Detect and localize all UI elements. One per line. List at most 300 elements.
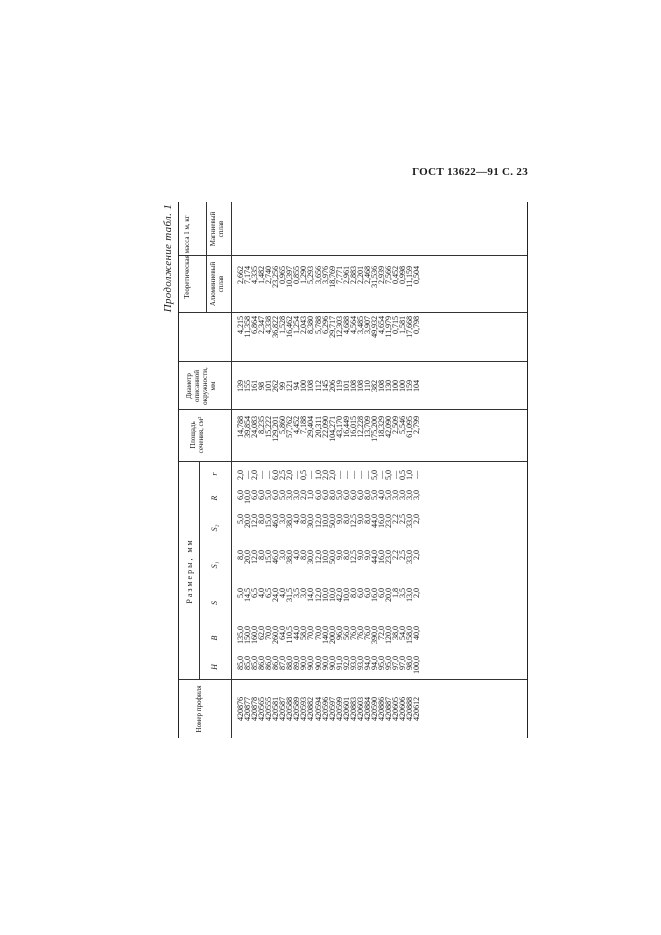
rotated-table-area [162,198,528,738]
table-cell: 8,0 [362,490,372,500]
table-cell: 15,222 [264,416,274,438]
table-cell: 2,5 [398,550,408,560]
table-cell: 8,380 [306,316,316,334]
table-cell: 5,293 [306,266,316,284]
table-cell: 12,5 [348,514,358,528]
table-cell: 260,0 [271,626,281,644]
table-cell: 42,0 [334,588,344,602]
table-cell: 97,0 [391,656,401,670]
header-mass: Теоретическая масса 1 м, кг [183,215,191,299]
table-cell: 2,5 [278,470,288,480]
table-cell: 7,771 [334,266,344,284]
table-cell: 10,0 [320,514,330,528]
table-cell: 31,5 [285,588,295,602]
table-cell: 420589 [292,697,302,721]
table-cell: 16,015 [348,416,358,438]
table-cell: 420612 [412,697,422,721]
table-cell: 70,0 [313,626,323,640]
header-diameter: Диаметр описанной окружности, мм [185,367,217,405]
table-cell: 85,0 [250,656,260,670]
table-cell: 5,546 [398,416,408,434]
table-cell: 43,170 [334,416,344,438]
table-cell: 8,0 [299,550,309,560]
table-cell: 420588 [285,697,295,721]
table-cell: 0,855 [292,266,302,284]
header-mass-mg: Магниевый сплав [209,211,225,247]
table-cell: 6,0 [257,490,267,500]
table-cell: 3,0 [285,490,295,500]
table-cell: 2,043 [299,316,309,334]
table-cell: 159 [405,380,415,392]
table-cell: 31,536 [369,266,379,288]
table-cell: 89,0 [292,656,302,670]
table-continuation-label: Продолжение табл. 1 [162,204,174,313]
table-cell: 4,0 [257,588,267,598]
table-cell: 0,798 [412,316,422,334]
table-cell: 6,864 [250,316,260,334]
table-cell: 33,0 [405,550,415,564]
table-cell: 2,0 [412,550,422,560]
table-cell: 9,0 [362,550,372,560]
table-cell: 206 [327,380,337,392]
table-cell: 38,0 [391,626,401,640]
table-cell: 98 [257,382,267,390]
table-cell: 100 [391,380,401,392]
table-cell: 2,0 [412,514,422,524]
col-S1 [237,550,420,584]
header-r: r [210,472,219,476]
table-cell: 16,462 [285,316,295,338]
table-cell: 16,0 [376,550,386,564]
table-cell: 23,256 [271,266,281,288]
table-cell: 7,174 [243,266,253,284]
table-cell: 2,509 [391,416,401,434]
table-cell: 140,0 [320,626,330,644]
table-cell: 12,0 [250,514,260,528]
table-cell: 8,0 [236,550,245,560]
table-cell: 92,0 [341,656,351,670]
col-B [237,626,420,654]
table-cell: 6,0 [236,490,245,500]
table-cell: 57,762 [285,416,295,438]
table-cell: 420884 [362,697,372,721]
table-cell: 5,0 [236,588,245,598]
table-cell: 3,5 [292,588,302,598]
table-cell: 46,0 [271,550,281,564]
table-cell: 420886 [376,697,386,721]
table-cell: 120,0 [383,626,393,644]
table-cell: 0,5 [398,470,408,480]
table-cell: 10,0 [320,550,330,564]
table-cell: 2,939 [376,266,386,284]
table-cell: 99 [278,382,288,390]
table-cell: 110 [362,380,372,392]
table-cell: 420883 [348,697,358,721]
table-cell: 3,656 [313,266,323,284]
table-cell: 1,254 [292,316,302,334]
table-cell: 3,0 [398,490,408,500]
table-cell: 70,0 [306,626,316,640]
table-cell: 4,215 [236,316,245,334]
table-cell: 18,769 [327,266,337,288]
table-cell: 10,0 [243,490,253,504]
col-mass-al [237,316,420,360]
table-cell: 12,0 [313,550,323,564]
table-cell: 4,0 [292,514,302,524]
col-profile-no [237,682,420,736]
table-cell: 2,0 [299,490,309,500]
table-cell: 6,0 [355,588,365,598]
table-cell: 10,397 [285,266,295,288]
table-cell: 72,0 [376,626,386,640]
col-mass-mg [237,266,420,310]
table-cell: 9,0 [355,550,365,560]
table-cell: 420596 [320,697,330,721]
table-cell: 91,0 [334,656,344,670]
table-cell: 94 [292,382,302,390]
table-cell: 2,201 [355,266,365,284]
table-cell: 100 [398,380,408,392]
header-S1: S₁ [210,561,219,569]
table-cell: — [257,470,267,480]
table-cell: 390,0 [369,626,379,644]
table-cell: 420590 [369,697,379,721]
table-cell: 98,0 [405,656,415,670]
table-cell: 90,0 [313,656,323,670]
table-cell: 6,296 [320,316,330,334]
table-cell: 0,998 [398,266,408,284]
table-cell: 108 [376,380,386,392]
table-cell: 18,329 [376,416,386,438]
table-cell: 420565 [257,697,267,721]
table-cell: 161 [250,380,260,392]
table-cell: 12,0 [313,514,323,528]
table-cell: 158,0 [405,626,415,644]
table-cell: 1,528 [278,316,288,334]
table-cell: 12,0 [250,550,260,564]
table-cell: 11,358 [243,316,253,338]
table-cell: 3,0 [391,490,401,500]
table-cell: 121 [285,380,295,392]
table-cell: 33,0 [405,514,415,528]
col-R [237,490,420,510]
table-cell: 129,201 [271,416,281,442]
table-cell: 200,0 [327,626,337,644]
col-r [237,464,420,486]
page-header: ГОСТ 13622—91 С. 23 [412,166,528,178]
table-cell: 8,0 [299,514,309,524]
table-cell: 20,0 [243,514,253,528]
table-cell: 16,0 [376,514,386,528]
table-cell: 1,0 [306,490,316,500]
table-cell: 6,0 [341,490,351,500]
table-cell: 100 [299,380,309,392]
table-cell: 130 [383,380,393,392]
table-cell: 6,5 [250,588,260,598]
table-cell: 2,2 [391,550,401,560]
table-cell: 13,709 [362,416,372,438]
table-cell: 2,740 [264,266,274,284]
table-cell: 8,0 [362,514,372,524]
table-cell: 3,0 [299,588,309,598]
table-cell: 8,0 [341,514,351,524]
header-S: S [210,601,219,605]
table-cell: 2,347 [257,316,267,334]
table-cell: 23,0 [383,514,393,528]
header-B: B [210,635,219,641]
table-cell: 3,0 [412,490,422,500]
table-cell: 88,0 [285,656,295,670]
table-cell: 420599 [334,697,344,721]
table-cell: 108 [348,380,358,392]
table-cell: 24,0 [271,588,281,602]
table-cell: 420605 [391,697,401,721]
table-cell: 30,0 [306,514,316,528]
table-cell: 4,688 [341,316,351,334]
table-cell: 12,0 [313,588,323,602]
table-cell: 90,0 [320,656,330,670]
table-cell: 39,854 [243,416,253,438]
table-cell: 6,0 [313,490,323,500]
table-cell: 119 [334,380,344,392]
table-cell: 420606 [398,697,408,721]
table-cell: 2,0 [320,470,330,480]
table-cell: 4,338 [264,316,274,334]
table-cell: 420876 [236,697,245,721]
table-cell: 104,271 [327,416,337,442]
table-cell: 6,5 [264,588,274,598]
table-cell: 12,228 [355,416,365,438]
table-cell: 94,0 [369,656,379,670]
table-cell: 70,0 [264,626,274,640]
table-cell: 3,5 [398,588,408,598]
table-cell: 10,0 [327,588,337,602]
table-cell: 87,0 [278,656,288,670]
col-H [237,656,420,680]
table-cell: 420877 [243,697,253,721]
table-cell: 10,0 [320,588,330,602]
table-cell: 10,0 [341,588,351,602]
table-cell: — [334,470,344,480]
table-cell: 100,0 [412,656,422,674]
table-cell: 5,0 [236,514,245,524]
table-cell: 1,581 [398,316,408,334]
table-cell: 76,0 [355,626,365,640]
table-cell: 50,0 [327,514,337,528]
table-cell: 101 [341,380,351,392]
table-cell: 9,0 [334,550,344,560]
table-cell: 420888 [405,697,415,721]
table-cell: 6,0 [320,490,330,500]
table-cell: 108 [306,380,316,392]
table-cell: 139 [236,380,245,392]
table-cell: 420882 [306,697,316,721]
col-S [237,588,420,622]
header-bottom-line [231,202,232,738]
table-cell: 4,0 [376,490,386,500]
table-cell: 29,404 [306,416,316,438]
table-cell: 42,090 [383,416,393,438]
table-cell: 86,0 [271,656,281,670]
table-cell: 6,0 [348,490,358,500]
table-cell: 14,788 [236,416,245,438]
col-S2 [237,514,420,546]
table-cell: 90,0 [299,656,309,670]
table-cell: 97,0 [398,656,408,670]
table-cell: 95,0 [383,656,393,670]
table-cell: 2,961 [341,266,351,284]
table-cell: 23,0 [383,550,393,564]
table-cell: 101 [264,380,274,392]
table-cell: 95,0 [376,656,386,670]
table-cell: 8,0 [327,490,337,500]
table-cell: 5,0 [383,470,393,480]
table-cell: 44,0 [369,550,379,564]
table-cell: 3,0 [405,490,415,500]
table-cell: 93,0 [355,656,365,670]
table-cell: 1,8 [391,588,401,598]
table-cell: 11,159 [405,266,415,288]
table-cell: 56,0 [341,626,351,640]
table-cell: 6,0 [271,490,281,500]
table-cell: 2,0 [236,470,245,480]
table-cell: 20,0 [383,588,393,602]
table-cell: 61,095 [405,416,415,438]
table-cell: 420581 [271,697,281,721]
col-area [237,416,420,458]
table-cell: 145 [320,380,330,392]
table-cell: 7,188 [299,416,309,434]
table-cell: 0,965 [278,266,288,284]
table-cell: 6,0 [362,588,372,598]
table-cell: 62,0 [257,626,267,640]
table-cell: 420597 [327,697,337,721]
table-cell: 5,860 [278,416,288,434]
header-area: Площадь сечения, см² [189,416,205,454]
header-divider [199,462,200,680]
table-cell: — [348,470,358,480]
table-cell: 0,452 [391,266,401,284]
table-cell: — [264,470,274,480]
table-cell: 20,311 [313,416,323,438]
table-cell: 6,0 [271,470,281,480]
table-cell: 7,566 [383,266,393,284]
table-cell: 135,0 [236,626,245,644]
header-dimensions: Размеры, мм [185,538,194,604]
table-cell: 2,0 [327,470,337,480]
table-cell: 5,0 [369,470,379,480]
table-cell: 8,235 [257,416,267,434]
table-cell: 76,0 [362,626,372,640]
table-cell: 382 [369,380,379,392]
table-cell: 13,0 [405,588,415,602]
table-cell: 22,090 [320,416,330,438]
table-cell: 86,0 [257,656,267,670]
table-cell: 420593 [299,697,309,721]
table-cell: 420587 [278,697,288,721]
table-cell: 12,303 [334,316,344,338]
table-cell: 2,883 [348,266,358,284]
table-cell: 76,0 [348,626,358,640]
table-cell: 58,0 [299,626,309,640]
table-cell: 2,2 [391,514,401,524]
table-cell: 0,5 [299,470,309,480]
table-cell: 420878 [250,697,260,721]
table-cell: 8,0 [341,550,351,560]
table-cell: 3,907 [362,316,372,334]
table-cell: 6,0 [250,490,260,500]
table-cell: 6,0 [376,588,386,598]
table-cell: 5,0 [334,490,344,500]
table-cell: 5,788 [313,316,323,334]
header-divider [206,202,207,313]
table-cell: 2,662 [236,266,245,284]
table-cell: 420555 [264,697,274,721]
table-cell: 420601 [341,697,351,721]
table-cell: 14,0 [306,588,316,602]
table-cell: 94,0 [362,656,372,670]
table-cell: 16,0 [369,588,379,602]
table-cell: 2,5 [398,514,408,524]
table-cell: 5,0 [278,490,288,500]
table-cell: 96,0 [334,626,344,640]
table-cell: 44,0 [292,626,302,640]
table-cell: 1,482 [257,266,267,284]
table-cell: 420603 [355,697,365,721]
table-cell: 64,0 [278,626,288,640]
table-cell: 8,0 [257,514,267,524]
table-cell: — [376,470,386,480]
table-cell: 90,0 [327,656,337,670]
table-cell: 93,0 [348,656,358,670]
col-diameter [237,364,420,408]
table-cell: 3,0 [278,550,288,560]
table-cell: — [341,470,351,480]
table-cell: 17,668 [405,316,415,338]
table-cell: 3,976 [320,266,330,284]
table-cell: 150,0 [243,626,253,644]
table-cell: 104 [412,380,422,392]
table-cell: 12,5 [348,550,358,564]
table-cell: 420887 [383,697,393,721]
table-cell: 262 [271,380,281,392]
table-cell: 3,0 [292,490,302,500]
table-cell: 86,0 [264,656,274,670]
table-cell: 4,335 [250,266,260,284]
table-cell: 155 [243,380,253,392]
table-cell: 20,0 [243,550,253,564]
table-cell: 0,715 [391,316,401,334]
table-cell: 29,717 [327,316,337,338]
table-cell: 38,0 [285,514,295,528]
table-cell: 5,0 [383,490,393,500]
table-cell: 3,0 [278,514,288,524]
table-cell: — [292,470,302,480]
table-cell: 108 [355,380,365,392]
table-cell: 46,0 [271,514,281,528]
table-cell: 160,0 [250,626,260,644]
table-cell: 36,822 [271,316,281,338]
table-cell: — [362,470,372,480]
table-cell: 15,0 [264,514,274,528]
table-cell: 2,799 [412,416,422,434]
table-cell: 2,0 [412,588,422,598]
table-cell: — [391,470,401,480]
table-cell: 2,0 [285,470,295,480]
table-cell: 9,0 [355,514,365,524]
table-cell: 2,0 [250,470,260,480]
table-cell: 4,0 [278,588,288,598]
